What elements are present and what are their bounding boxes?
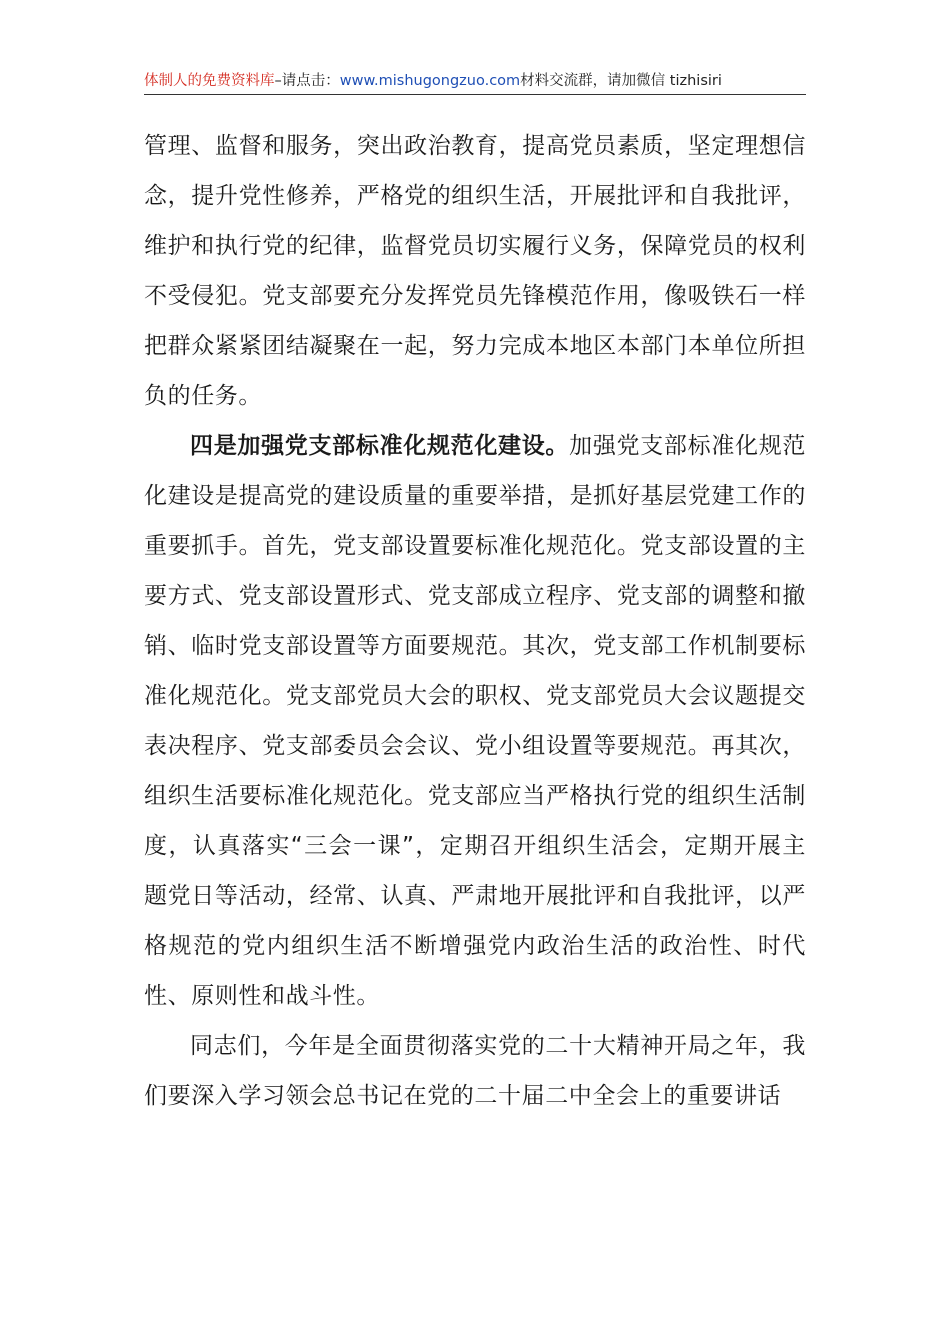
paragraph-closing — [144, 1021, 806, 1121]
header-library-name: 体制人的免费资料库 — [144, 73, 275, 89]
paragraph-text: 同志们，今年是全面贯彻落实党的二十大精神开局之年，我们要深入学习领会总书记在党的二十届二中全会上的重要讲话 — [144, 1033, 806, 1109]
paragraph-text: 管理、监督和服务，突出政治教育，提高党员素质，坚定理想信念，提升党性修养，严格党的组织生活，开展批评和自我批评，维护和执行党的纪律，监督党员切实履行义务，保障党员的权利不受侵犯。党支部要充分发挥党员先锋模范作用，像吸铁石一样把群众紧紧团结凝聚在一起，努力完成本地区本部门本单位所担负的任务。 — [144, 133, 806, 409]
paragraph-text: 加强党支部标准化规范化建设是提高党的建设质量的重要举措，是抓好基层党建工作的重要抓手。首先，党支部设置要标准化规范化。党支部设置的主要方式、党支部设置形式、党支部成立程序、党支部的调整和撤销、临时党支部设置等方面要规范。其次，党支部工作机制要标准化规范化。党支部党员大会的职权、党支部党员大会议题提交表决程序、党支部委员会会议、党小组设置等要规范。再其次，组织生活要标准化规范化。党支部应当严格执行党的组织生活制度，认真落实“三会一课”，定期召开组织生活会，定期开展主题党日等活动，经常、认真、严肃地开展批评和自我批评，以严格规范的党内组织生活不断增强党内政治生活的政治性、时代性、原则性和战斗性。 — [144, 433, 807, 1009]
header-tail-text: 材料交流群，请加微信 tizhisiri — [520, 73, 722, 89]
header-prompt: –请点击： — [274, 73, 340, 89]
document-body — [144, 121, 806, 1121]
page-header — [144, 68, 806, 95]
paragraph-point-four — [144, 421, 806, 1021]
header-url-link[interactable]: www.mishugongzuo.com — [339, 73, 521, 89]
paragraph-heading: 四是加强党支部标准化规范化建设。 — [190, 433, 570, 459]
paragraph-continuation — [144, 121, 806, 421]
